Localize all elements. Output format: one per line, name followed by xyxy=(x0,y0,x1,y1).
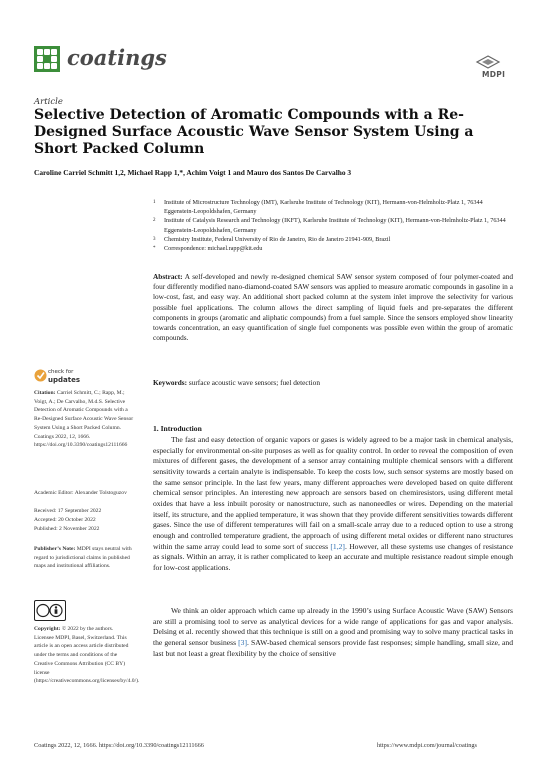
journal-name: coatings xyxy=(67,45,167,70)
affiliation-item: 1 Institute of Microstructure Technology (IMT), Karlsruhe Institute of Technology (KIT), Hermann-von-Helmholtz-Platz 1, 76344 Eggenstein-Leopoldshafen, Germany xyxy=(153,199,483,216)
abstract-label: Abstract: xyxy=(153,272,183,281)
section-heading: 1. Introduction xyxy=(153,424,202,433)
footer-citation[interactable]: Coatings 2022, 12, 1666. https://doi.org/10.3390/coatings12111666 xyxy=(34,742,204,749)
check-for-updates-icon[interactable] xyxy=(34,368,47,383)
check-updates-line2[interactable]: updates xyxy=(48,376,80,384)
affiliation-item: 2 Institute of Catalysis Research and Technology (IKFT), Karlsruhe Institute of Technology (KIT), Hermann-von-Helmholtz-Platz 1, 76344 Eggenstein-Leopoldshafen, Germany xyxy=(153,217,506,234)
accepted-date: Accepted: 20 October 2022 xyxy=(34,517,96,523)
received-date: Received: 17 September 2022 xyxy=(34,508,102,514)
abstract xyxy=(153,272,513,343)
body-paragraph: We think an older approach which came up already in the 1990’s using Surface Acoustic Wave (SAW) Sensors are still a promising tool to serve as analytical devices for a wide range of applications for gas and vapor analysis. Delsing et al. recently showed that this technique is still on a good and promising way to solve many practical tasks in the general sensor business [3]. SAW-based chemical sensors provide fast responses; simple handling, small size, and last but not least a great flexibility by the choice of sensitive xyxy=(153,606,513,658)
keywords-label: Keywords: xyxy=(153,378,188,387)
footer-journal-url[interactable]: https://www.mdpi.com/journal/coatings xyxy=(377,742,477,749)
correspondence: * Correspondence: michael.rapp@kit.edu xyxy=(153,245,263,253)
affiliations xyxy=(153,198,513,253)
article-type: Article xyxy=(34,97,63,107)
keywords xyxy=(153,378,513,387)
author-list: Caroline Carriel Schmitt 1,2, Michael Rapp 1,*, Achim Voigt 1 and Mauro dos Santos De Carvalho 3 xyxy=(34,168,352,177)
body-paragraph: The fast and easy detection of organic vapors or gases is widely agreed to be a major task in chemical analysis, especially for environmental on-site purposes as well as for quality control. In order to reveal the composition of even mixtures of different gases, the development of a sensor array containing multiple chemical sensors with a different sensitivity towards a certain analyte is indispensable. To keep the costs low, such sensor systems are mostly based on the same sensor principle. In the last few years, many different approaches were developed based on quite different chemical sensor principles. An interesting new approach are sensors based on chemiresistors, using different metal oxides that have a less inbuilt porosity or nanostructure, such as nanoneedles or wires. Depending on the material itself, its structure, and the applied temperature, it was shown that they provide different sensitivities towards different gases. Since the use of different temperatures will fail on a small-scale array due to a reduced option to use a strong enough and controlled temperature gradient, the approach of using different metal oxides or different nano structures within the same array could lead to some sort of success [1,2]. However, all these systems use changes of resistance as signals. Within an array, it is rather complicated to keep an accurate and multiple resistance readout simple enough for low-cost applications. xyxy=(153,435,513,572)
journal-logo xyxy=(34,46,60,72)
citation-link[interactable]: [1,2] xyxy=(330,541,345,551)
keywords-text: surface acoustic wave sensors; fuel detection xyxy=(188,378,320,387)
academic-editor: Academic Editor: Alexander Tolstoguzov xyxy=(34,490,127,496)
citation: Citation: Carriel Schmitt, C.; Rapp, M.; Voigt, A.; De Carvalho, M.d.S. Selective Detection of Aromatic Compounds with a Re-Designed Surface Acoustic Wave Sensor System Using a Short Packed Column. Coatings 2022, 12, 1666. https://doi.org/10.3390/coatings12111666 xyxy=(34,390,134,449)
copyright-notice: Copyright: © 2022 by the authors. Licensee MDPI, Basel, Switzerland. This article is an open access article distributed under the terms and conditions of the Creative Commons Attribution (CC BY) license (https://creativecommons.org/licenses/by/4.0/). xyxy=(34,626,140,685)
publisher-name: MDPI xyxy=(482,70,506,79)
published-date: Published: 2 November 2022 xyxy=(34,526,100,532)
publishers-note: Publisher’s Note: MDPI stays neutral with regard to jurisdictional claims in published maps and institutional affiliations. xyxy=(34,546,132,570)
check-updates-line1[interactable]: check for xyxy=(48,369,74,375)
citation-link[interactable]: [3] xyxy=(238,637,247,647)
article-title: Selective Detection of Aromatic Compounds with a Re-Designed Surface Acoustic Wave Sensor System Using a Short Packed Column xyxy=(34,107,474,157)
abstract-text: A self-developed and newly re-designed chemical SAW sensor system composed of four polymer-coated and four differently modified nano-diamond-coated SAW sensors was applied to measure aromatic compounds in gasoline in a low-cost, fast, and easy way. An additional short packed column at the system inlet improve the selectivity for various possible fuel applications. The column allows the direct sampling of liquid fuels and pre-separates the different components in groups (aromatic and aliphatic compounds) from a fuel sample. Since the sensors employed show linearity towards concentration, an easy quantification of single fuel components was possible even within the group of aromatic compounds. xyxy=(153,272,514,343)
affiliation-item: 3 Chemistry Institute, Federal University of Rio de Janeiro, Rio de Janeiro 21941-909, Brazil xyxy=(153,235,391,243)
cc-by-license-icon xyxy=(34,600,66,621)
